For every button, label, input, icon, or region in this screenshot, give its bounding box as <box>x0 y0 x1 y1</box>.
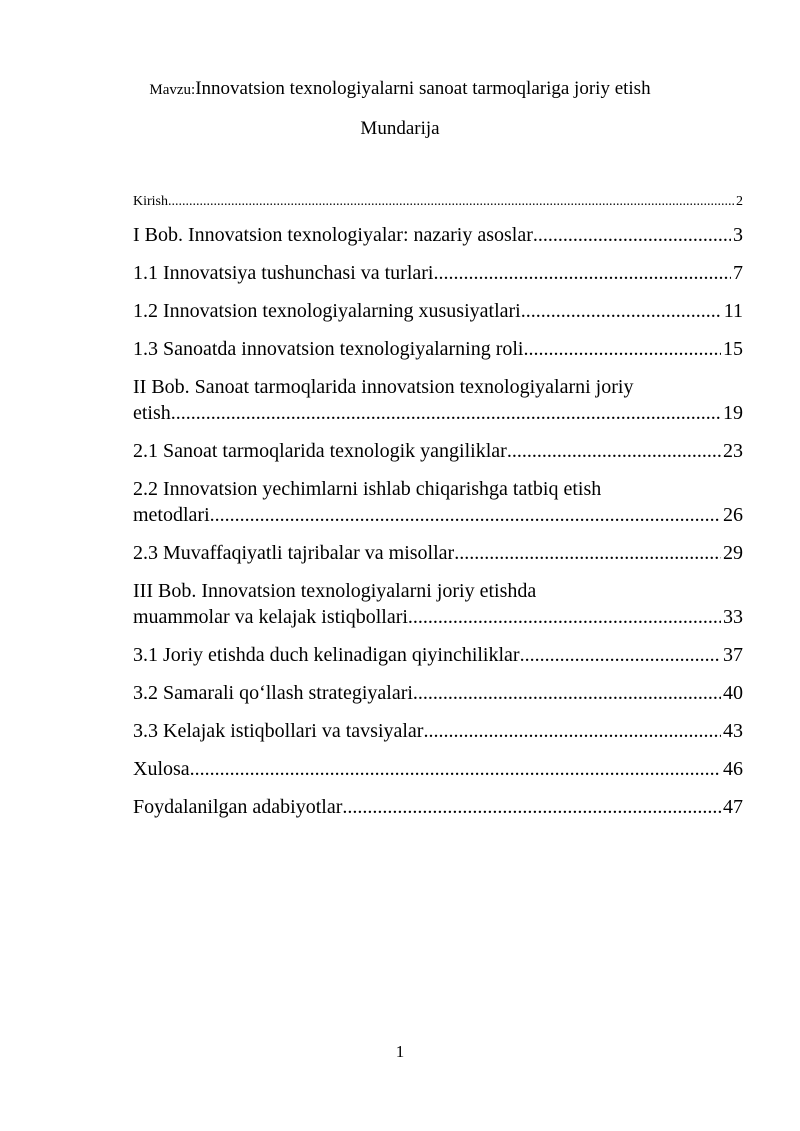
toc-leader-dots <box>342 794 721 820</box>
topic-title: Innovatsion texnologiyalarni sanoat tarmoqlariga joriy etish <box>195 78 651 99</box>
toc-leader-dots <box>210 502 721 528</box>
document-topic <box>0 78 800 100</box>
toc-entry-page: 33 <box>723 606 743 628</box>
toc-entry-title: Foydalanilgan adabiyotlar <box>133 796 343 818</box>
toc-entry-1-2 <box>133 298 743 324</box>
toc-entry-page: 7 <box>733 262 743 284</box>
toc-entry-title: etish <box>133 402 171 424</box>
toc-entry-page: 19 <box>723 402 743 424</box>
toc-entry-page: 15 <box>723 338 743 360</box>
toc-entry-page: 26 <box>723 504 743 526</box>
toc-entry-title: muammolar va kelajak istiqbollari <box>133 606 408 628</box>
toc-entry-title-line1: II Bob. Sanoat tarmoqlarida innovatsion texnologiyalarni joriy <box>133 376 634 398</box>
toc-entry-1-1 <box>133 260 743 286</box>
toc-leader-dots <box>190 756 721 782</box>
toc-entry-title: Kirish <box>133 194 168 209</box>
toc-leader-dots <box>454 540 721 566</box>
toc-leader-dots <box>533 222 731 248</box>
toc-leader-dots <box>520 642 721 668</box>
toc-entry-page: 3 <box>733 224 743 246</box>
toc-entry-page: 2 <box>736 194 743 209</box>
toc-entry-page: 23 <box>723 440 743 462</box>
toc-entry-title: 1.3 Sanoatda innovatsion texnologiyalarning roli <box>133 338 524 360</box>
toc-entry-title-line1: 2.2 Innovatsion yechimlarni ishlab chiqarishga tatbiq etish <box>133 478 602 500</box>
toc-leader-dots <box>168 192 734 212</box>
toc-leader-dots <box>521 298 722 324</box>
page-number: 1 <box>395 1042 405 1061</box>
toc-entry-3-3 <box>133 718 743 744</box>
toc-entry-kirish <box>133 192 743 212</box>
toc-entry-page: 46 <box>723 758 743 780</box>
toc-entry-title: 2.3 Muvaffaqiyatli tajribalar va misollar <box>133 542 455 564</box>
toc-entry-title: 3.2 Samarali qo‘llash strategiyalari <box>133 682 413 704</box>
toc-entry-page: 37 <box>723 644 743 666</box>
topic-label: Mavzu: <box>149 82 196 98</box>
toc-entry-page: 47 <box>723 796 743 818</box>
toc-entry-title: I Bob. Innovatsion texnologiyalar: nazariy asoslar <box>133 224 533 246</box>
toc-leader-dots <box>423 718 721 744</box>
toc-entry-xulosa <box>133 756 743 782</box>
toc-entry-title: 2.1 Sanoat tarmoqlarida texnologik yangiliklar <box>133 440 507 462</box>
toc-entry-1-3 <box>133 336 743 362</box>
toc-entry-2-3 <box>133 540 743 566</box>
toc-leader-dots <box>408 604 721 630</box>
toc-leader-dots <box>171 400 721 426</box>
toc-entry-adabiyotlar <box>133 794 743 820</box>
toc-entry-title: Xulosa <box>133 758 190 780</box>
toc-entry-title: 1.2 Innovatsion texnologiyalarning xususiyatlari <box>133 300 521 322</box>
toc-entry-page: 43 <box>723 720 743 742</box>
toc-entry-chapter-1 <box>133 222 743 248</box>
toc-entry-title: 1.1 Innovatsiya tushunchasi va turlari <box>133 262 434 284</box>
toc-heading: Mundarija <box>360 118 440 139</box>
toc-entry-page: 29 <box>723 542 743 564</box>
toc-entry-page: 11 <box>723 300 743 322</box>
table-of-contents <box>133 192 743 832</box>
toc-leader-dots <box>413 680 721 706</box>
toc-entry-2-1 <box>133 438 743 464</box>
toc-entry-title: metodlari <box>133 504 210 526</box>
toc-leader-dots <box>434 260 732 286</box>
toc-entry-2-2 <box>133 476 743 528</box>
toc-leader-dots <box>507 438 721 464</box>
toc-entry-title: 3.3 Kelajak istiqbollari va tavsiyalar <box>133 720 424 742</box>
toc-entry-3-1 <box>133 642 743 668</box>
toc-entry-chapter-3 <box>133 578 743 630</box>
toc-entry-title: 3.1 Joriy etishda duch kelinadigan qiyinchiliklar <box>133 644 520 666</box>
toc-entry-page: 40 <box>723 682 743 704</box>
toc-entry-3-2 <box>133 680 743 706</box>
toc-leader-dots <box>524 336 722 362</box>
toc-entry-chapter-2 <box>133 374 743 426</box>
toc-entry-title-line1: III Bob. Innovatsion texnologiyalarni joriy etishda <box>133 580 537 602</box>
